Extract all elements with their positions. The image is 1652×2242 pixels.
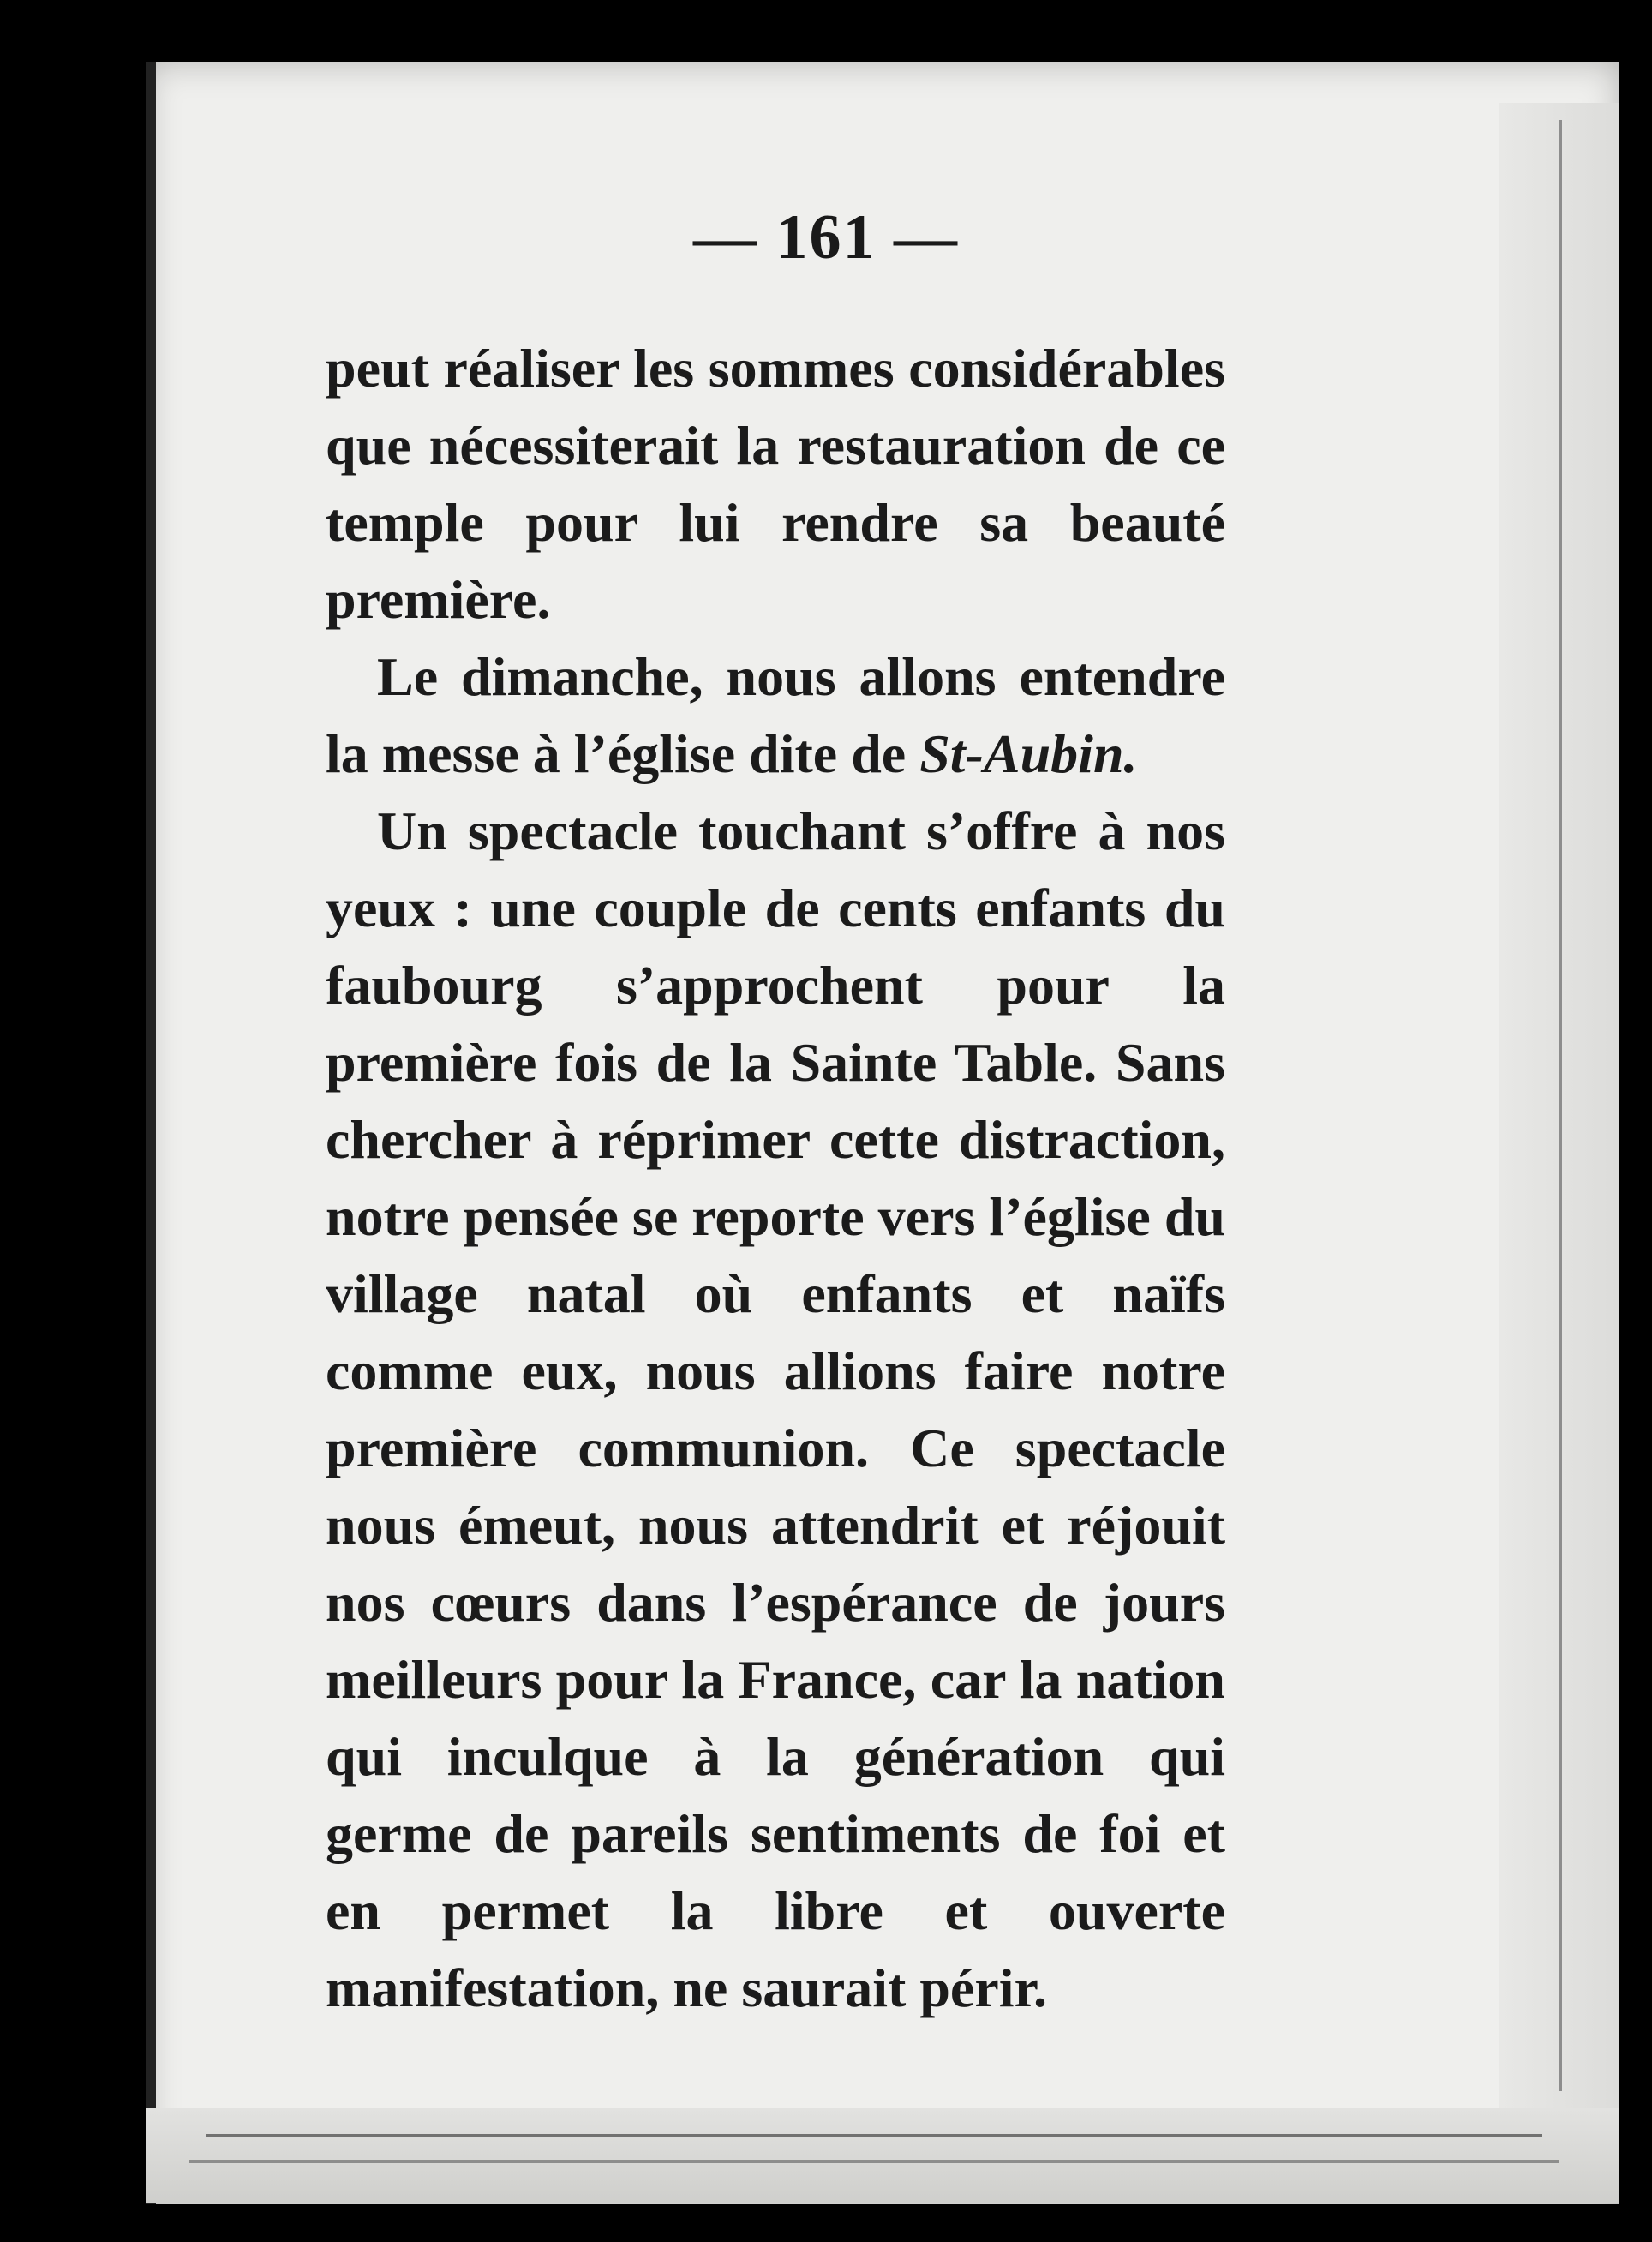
paragraph: peut réaliser les sommes considérables que nécessiterait la restauration de ce temple pour lui rendre sa beauté première. xyxy=(326,338,1225,630)
paragraph: Un spectacle touchant s’offre à nos yeux : une couple de cents enfants du faubourg s’approchent pour la première fois de la Sainte Table. Sans chercher à réprimer cette distraction, notre pensée se reporte vers l’église du village natal où enfants et naïfs comme eux, nous allions faire notre première communion. Ce spectacle nous émeut, nous attendrit et réjouit nos cœurs dans l’espérance de jours meilleurs pour la France, car la nation qui inculque à la génération qui germe de pareils sentiments de foi et en permet la libre et ouverte manifestation, ne saurait périr. xyxy=(326,800,1225,2018)
page-fold-line xyxy=(1559,120,1562,2091)
page-stack-line xyxy=(189,2160,1559,2163)
paragraph-text: Le dimanche, nous allons entendre la messe à l’église dite de xyxy=(326,646,1225,784)
page-bottom-edge xyxy=(146,2108,1619,2203)
page-number: — 161 — xyxy=(693,202,959,273)
page-left-edge xyxy=(146,62,156,2204)
italic-place-name: St-Aubin. xyxy=(919,723,1138,784)
page-stack-line xyxy=(206,2134,1542,2137)
body-text xyxy=(326,330,1225,2027)
paragraph xyxy=(326,638,1225,793)
